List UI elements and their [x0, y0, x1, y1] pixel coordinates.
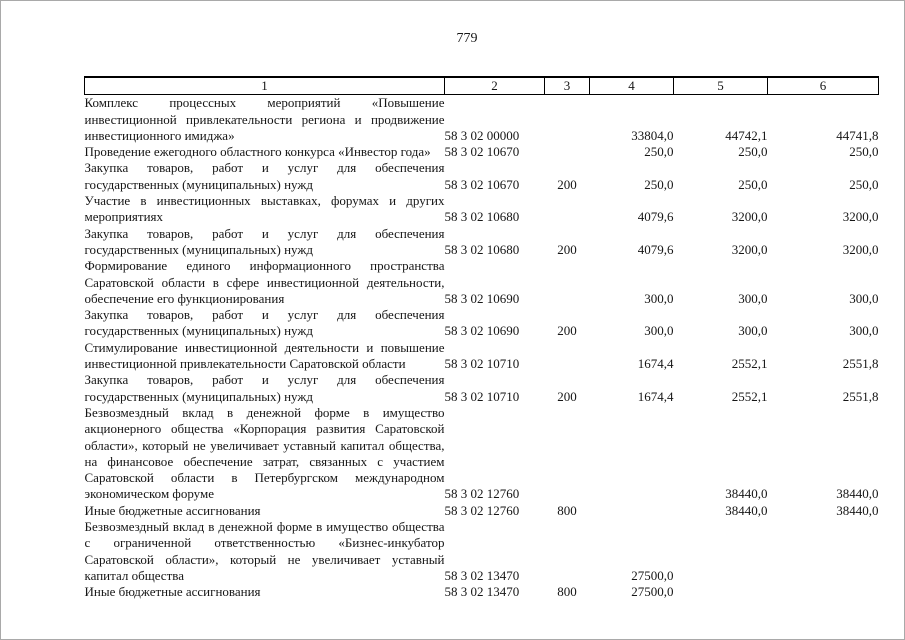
- amount-col6-cell: 2551,8: [842, 356, 879, 372]
- amount-col6-cell: 38440,0: [836, 486, 879, 502]
- code-cell: 58 3 02 12760: [444, 502, 520, 518]
- title-cell: Комплекс процессных мероприятий «Повышение инвестиционной привлекательности региона и продвижение инвестиционного имиджа»: [84, 95, 445, 143]
- header-col-4: 4: [590, 77, 674, 95]
- table-row: [85, 160, 879, 193]
- code-cell: 58 3 02 10710: [444, 356, 520, 372]
- expense-type-cell: 200: [557, 176, 577, 192]
- page-number: 779: [456, 31, 478, 46]
- amount-col4-cell: 1674,4: [637, 356, 674, 372]
- amount-col5-cell: [674, 519, 768, 584]
- table-row: [85, 503, 879, 519]
- table-row: [85, 144, 879, 160]
- amount-col4-cell: 300,0: [644, 290, 674, 306]
- expense-type-cell: [545, 340, 590, 373]
- expense-type-cell: [545, 519, 590, 584]
- code-cell: 58 3 02 10690: [444, 323, 520, 339]
- amount-col5-cell: [674, 584, 768, 600]
- code-cell: 58 3 02 12760: [444, 486, 520, 502]
- expense-type-cell: 800: [557, 584, 577, 600]
- expense-type-cell: 200: [557, 388, 577, 404]
- title-cell: Участие в инвестиционных выставках, форумах и других мероприятиях: [84, 193, 445, 225]
- amount-col6-cell: 3200,0: [842, 209, 879, 225]
- table-row: [85, 95, 879, 144]
- amount-col6-cell: 250,0: [849, 176, 879, 192]
- header-col-3: 3: [545, 77, 590, 95]
- code-cell: 58 3 02 10680: [444, 209, 520, 225]
- title-cell: Иные бюджетные ассигнования: [84, 502, 261, 518]
- title-cell: Закупка товаров, работ и услуг для обеспечения государственных (муниципальных) нужд: [84, 225, 445, 257]
- amount-col6-cell: [768, 519, 879, 584]
- table-row: [85, 258, 879, 307]
- title-cell: Стимулирование инвестиционной деятельности и повышение инвестиционной привлекательности Саратовской области: [84, 339, 445, 372]
- code-cell: 58 3 02 13470: [444, 584, 520, 600]
- title-cell: Закупка товаров, работ и услуг для обеспечения государственных (муниципальных) нужд: [84, 307, 445, 339]
- amount-col5-cell: 2552,1: [731, 388, 768, 404]
- table-body: [85, 95, 879, 601]
- table-row: [85, 519, 879, 584]
- amount-col6-cell: 300,0: [849, 290, 879, 306]
- header-col-5: 5: [674, 77, 768, 95]
- table-row: [85, 405, 879, 503]
- code-cell: 58 3 02 10670: [444, 176, 520, 192]
- amount-col4-cell: 1674,4: [637, 388, 674, 404]
- table-row: [85, 226, 879, 259]
- header-col-1: 1: [85, 77, 445, 95]
- code-cell: 58 3 02 13470: [444, 567, 520, 583]
- amount-col6-cell: 38440,0: [836, 502, 879, 518]
- amount-col6-cell: 2551,8: [842, 388, 879, 404]
- title-cell: Формирование единого информационного пространства Саратовской области в сфере инвестиционной деятельности, обеспечение его функционирования: [84, 258, 445, 306]
- amount-col6-cell: 300,0: [849, 323, 879, 339]
- title-cell: Закупка товаров, работ и услуг для обеспечения государственных (муниципальных) нужд: [84, 372, 445, 404]
- amount-col4-cell: 250,0: [644, 144, 674, 160]
- amount-col4-cell: 27500,0: [631, 584, 674, 600]
- expense-type-cell: [545, 95, 590, 144]
- code-cell: 58 3 02 00000: [444, 127, 520, 143]
- expense-type-cell: 800: [557, 502, 577, 518]
- amount-col5-cell: 38440,0: [725, 502, 768, 518]
- table-row: [85, 584, 879, 600]
- budget-table: [84, 76, 879, 601]
- expense-type-cell: 200: [557, 241, 577, 257]
- table-header-row: [85, 77, 879, 95]
- amount-col4-cell: [590, 405, 674, 503]
- title-cell: Безвозмездный вклад в денежной форме в имущество акционерного общества «Корпорация развития Саратовской области», который не увеличивает уставный капитал общества, на финансовое обеспечение затрат, связанных с участием Саратовской области в Петербургском международном экономическом форуме: [84, 404, 445, 502]
- amount-col4-cell: [590, 503, 674, 519]
- code-cell: 58 3 02 10680: [444, 241, 520, 257]
- title-cell: Проведение ежегодного областного конкурса «Инвестор года»: [84, 144, 431, 160]
- title-cell: Закупка товаров, работ и услуг для обеспечения государственных (муниципальных) нужд: [84, 160, 445, 192]
- amount-col5-cell: 3200,0: [731, 209, 768, 225]
- table-row: [85, 307, 879, 340]
- code-cell: 58 3 02 10690: [444, 290, 520, 306]
- table-row: [85, 193, 879, 226]
- amount-col4-cell: 300,0: [644, 323, 674, 339]
- amount-col4-cell: 4079,6: [637, 241, 674, 257]
- expense-type-cell: [545, 258, 590, 307]
- amount-col5-cell: 44742,1: [725, 127, 768, 143]
- amount-col4-cell: 33804,0: [631, 127, 674, 143]
- amount-col5-cell: 3200,0: [731, 241, 768, 257]
- amount-col6-cell: 44741,8: [836, 127, 879, 143]
- title-cell: Безвозмездный вклад в денежной форме в имущество общества с ограниченной ответственностью «Бизнес-инкубатор Саратовской области», который не увеличивает уставный капитал общества: [84, 519, 445, 583]
- expense-type-cell: 200: [557, 323, 577, 339]
- table-row: [85, 340, 879, 373]
- header-col-6: 6: [768, 77, 879, 95]
- amount-col6-cell: 250,0: [849, 144, 879, 160]
- expense-type-cell: [545, 193, 590, 226]
- amount-col5-cell: 300,0: [738, 290, 768, 306]
- amount-col6-cell: 3200,0: [842, 241, 879, 257]
- header-col-2: 2: [445, 77, 545, 95]
- amount-col5-cell: 38440,0: [725, 486, 768, 502]
- code-cell: 58 3 02 10710: [444, 388, 520, 404]
- expense-type-cell: [545, 405, 590, 503]
- amount-col6-cell: [768, 584, 879, 600]
- table-row: [85, 372, 879, 405]
- code-cell: 58 3 02 10670: [444, 144, 520, 160]
- expense-type-cell: [545, 144, 590, 160]
- amount-col4-cell: 250,0: [644, 176, 674, 192]
- amount-col4-cell: 27500,0: [631, 567, 674, 583]
- title-cell: Иные бюджетные ассигнования: [84, 584, 261, 600]
- amount-col5-cell: 300,0: [738, 323, 768, 339]
- amount-col5-cell: 250,0: [738, 144, 768, 160]
- amount-col5-cell: 2552,1: [731, 356, 768, 372]
- amount-col4-cell: 4079,6: [637, 209, 674, 225]
- amount-col5-cell: 250,0: [738, 176, 768, 192]
